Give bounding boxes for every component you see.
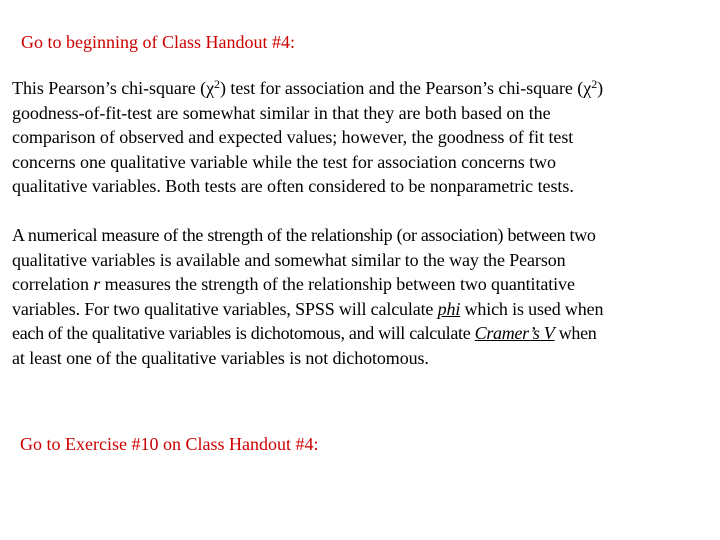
go-to-exercise-10-link[interactable]: Go to Exercise #10 on Class Handout #4: — [20, 434, 319, 454]
paragraph-chi-square — [12, 76, 712, 199]
paragraph-strength-measure — [12, 223, 712, 370]
superscript-two: 2 — [214, 77, 220, 91]
paragraph-line: each of the qualitative variables is dichotomous, and will calculate Cramer’s V when — [12, 323, 597, 343]
paragraph-line: qualitative variables is available and somewhat similar to the way the Pearson — [12, 249, 566, 270]
paragraph-line: variables. For two qualitative variables, SPSS will calculate phi which is used when — [12, 298, 604, 319]
pearson-r-term: r — [93, 274, 101, 294]
superscript-two: 2 — [591, 77, 598, 91]
paragraph-line: This Pearson’s chi-square $(\chi^2)$ test for association and the Pearson’s chi-square $(\chi^2)$ — [12, 77, 604, 98]
cramers-v-term: Cramer’s V — [474, 323, 555, 343]
go-to-handout-beginning-link[interactable]: Go to beginning of Class Handout #4: — [21, 32, 295, 52]
paragraph-line: comparison of observed and expected values; however, the goodness of fit test — [12, 127, 574, 147]
paragraph-line: goodness-of-fit-test are somewhat similar in that they are both based on the — [12, 102, 551, 123]
paragraph-line: qualitative variables. Both tests are often considered to be nonparametric tests. — [12, 176, 574, 196]
paragraph-line: A numerical measure of the strength of the relationship (or association) between two — [12, 225, 596, 245]
paragraph-line: at least one of the qualitative variables is not dichotomous. — [12, 347, 429, 368]
paragraph-line: correlation r measures the strength of the relationship between two quantitative — [12, 274, 575, 294]
phi-term: phi — [437, 298, 461, 319]
paragraph-line: concerns one qualitative variable while the test for association concerns two — [12, 151, 556, 172]
